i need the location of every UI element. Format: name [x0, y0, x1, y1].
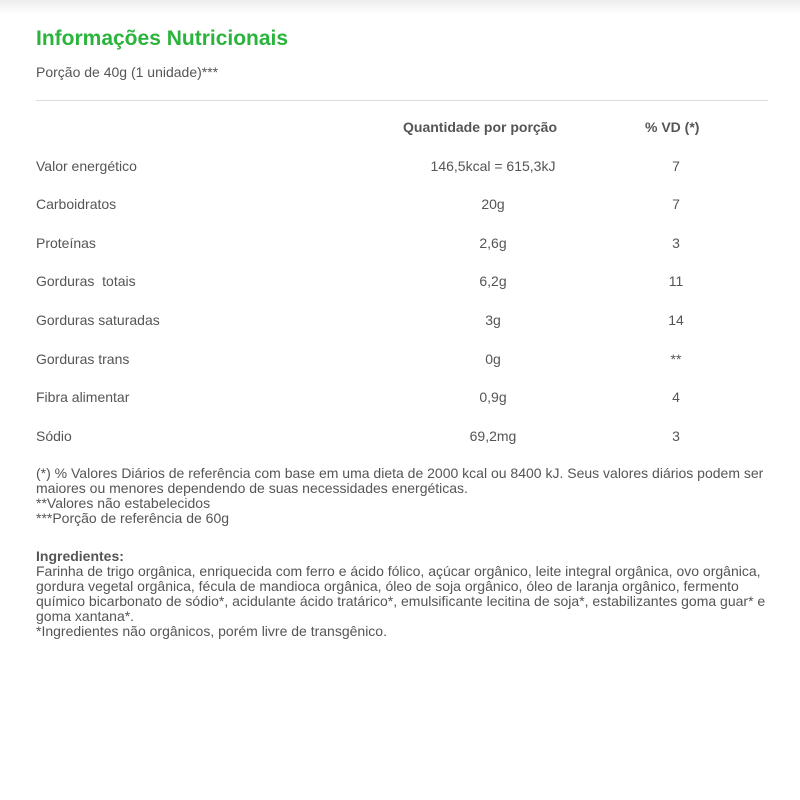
nutrient-vd: 7 — [672, 196, 680, 212]
page-title: Informações Nutricionais — [36, 27, 289, 50]
nutrient-name: Gorduras saturadas — [36, 312, 160, 328]
table-row — [0, 158, 800, 180]
nutrient-name: Valor energético — [36, 158, 137, 174]
nutrient-vd: 11 — [668, 273, 684, 289]
reference-portion-footnote: ***Porção de referência de 60g — [36, 510, 230, 526]
nutrient-name: Sódio — [36, 428, 72, 444]
ingredients-note: *Ingredientes não orgânicos, porém livre de transgênico. — [36, 623, 387, 639]
nutrient-vd: 3 — [672, 235, 680, 251]
nutrient-quantity: 69,2mg — [469, 428, 517, 444]
ingredients-section — [36, 549, 766, 639]
header-vd: % VD (*) — [645, 119, 700, 135]
nutrient-name: Fibra alimentar — [36, 389, 130, 405]
table-row — [0, 389, 800, 411]
nutrient-name: Gorduras trans — [36, 351, 130, 367]
nutrient-quantity: 6,2g — [479, 273, 507, 289]
nutrient-quantity: 2,6g — [479, 235, 507, 251]
nutrient-vd: 4 — [672, 389, 680, 405]
nutrient-vd: 7 — [672, 158, 680, 174]
table-row — [0, 273, 800, 295]
ingredients-text: Farinha de trigo orgânica, enriquecida com ferro e ácido fólico, açúcar orgânico, leite integral orgânica, ovo orgânica, gordura vegetal orgânica, fécula de mandioca orgânica, óleo de soja orgânico, óleo de laranja orgânico, fermento químico bicarbonato de sódio*, acidulante ácido tratárico*, emulsificante lecitina de soja*, estabilizantes goma guar* e goma xantana*. — [36, 563, 766, 624]
nutrient-quantity: 146,5kcal = 615,3kJ — [430, 158, 556, 174]
table-row — [0, 351, 800, 373]
not-established-footnote: **Valores não estabelecidos — [36, 495, 211, 511]
nutrient-vd: 14 — [668, 312, 684, 328]
table-row — [0, 196, 800, 218]
top-shadow — [0, 0, 800, 14]
header-quantity: Quantidade por porção — [403, 119, 558, 135]
nutrient-quantity: 3g — [485, 312, 501, 328]
table-row — [0, 235, 800, 257]
nutrient-name: Carboidratos — [36, 196, 117, 212]
divider — [36, 100, 768, 101]
ingredients-title: Ingredientes: — [36, 548, 124, 564]
nutrient-name: Proteínas — [36, 235, 96, 251]
nutrient-vd: 3 — [672, 428, 680, 444]
nutrient-vd: ** — [670, 351, 682, 367]
nutrient-name: Gorduras totais — [36, 273, 136, 289]
nutrient-quantity: 0,9g — [479, 389, 507, 405]
nutrient-quantity: 20g — [481, 196, 505, 212]
table-row — [0, 312, 800, 334]
vd-footnote: (*) % Valores Diários de referência com base em uma dieta de 2000 kcal ou 8400 kJ. Seus valores diários podem ser maiores ou menores dependendo de suas necessidades energéticas. — [36, 465, 764, 496]
nutrient-quantity: 0g — [485, 351, 501, 367]
portion-info: Porção de 40g (1 unidade)*** — [36, 64, 219, 80]
table-row — [0, 428, 800, 450]
footnotes — [36, 466, 766, 526]
